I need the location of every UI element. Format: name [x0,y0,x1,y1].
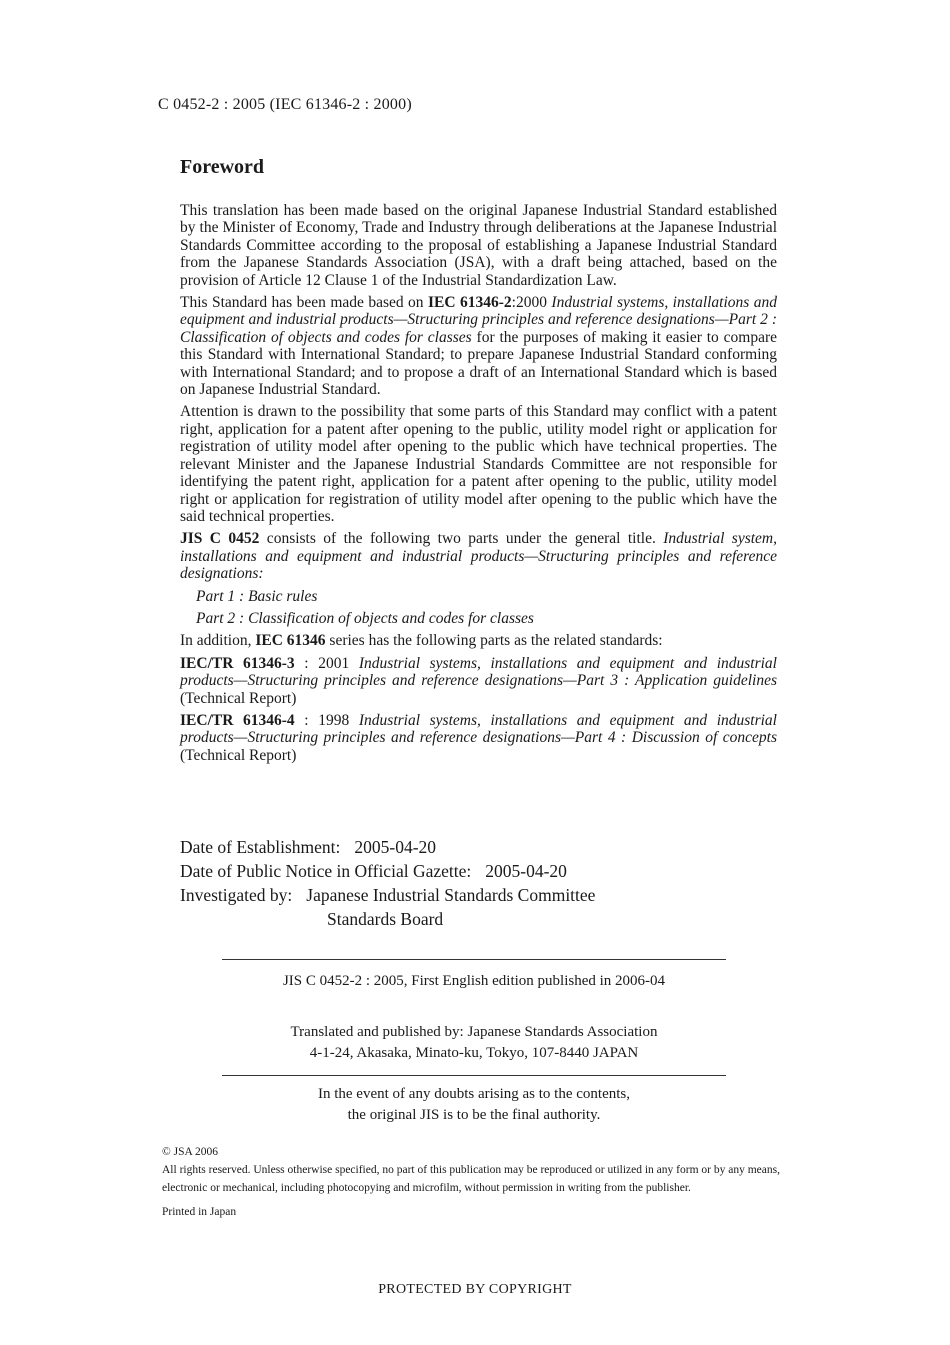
divider [222,1075,726,1076]
text: series has the following parts as the related standards: [325,632,663,650]
address-line: 4-1-24, Akasaka, Minato-ku, Tokyo, 107-8440 JAPAN [309,1045,639,1061]
part-1-item [196,588,777,605]
text: (Technical Report) [180,689,297,707]
label: Investigated by: [180,885,293,905]
text: (Technical Report) [180,746,297,764]
value: 2005-04-20 [354,837,437,857]
paragraph-related-standards [180,632,777,649]
text: : 1998 [294,711,359,729]
divider [222,959,726,960]
standard-ref: IEC 61346 [255,632,326,650]
text: consists of the following two parts under the general title. [259,530,664,548]
edition-info: JIS C 0452-2 : 2005, First English edition published in 2006-04 [282,973,666,989]
value: 2005-04-20 [485,861,567,881]
part-title: Part 2 : Classification of objects and codes for classes [196,609,534,627]
standard-title: Industrial systems, installations and equipment and industrial products—Structuring principles and reference designations—Part 2 : Classification of objects and codes for classes [180,294,778,346]
paragraph-translation-basis: This translation has been made based on the original Japanese Industrial Standard established by the Minister of Economy, Trade and Industry through deliberations at the Japanese Industrial Standards Committee according to the proposal of establishing a Japanese Industrial Standard from the Japanese Standards Association (JSA), with a draft being attached, based on the provision of Article 12 Clause 1 of the Industrial Standardization Law. [180,202,777,289]
establishment-date-row [180,835,595,859]
text: :2000 [511,294,552,312]
rights-statement: All rights reserved. Unless otherwise specified, no part of this publication may be reproduced or utilized in any form or by any means, electronic or mechanical, including photocopying and microfilm, without permission in writing from the publisher. [162,1164,780,1194]
paragraph-parts-intro [180,530,777,582]
value: Japanese Industrial Standards Committee [306,885,596,905]
text: : 2001 [294,654,359,672]
publisher-info [222,1022,726,1064]
label: Date of Establishment: [180,837,341,857]
paragraph-patent-notice: Attention is drawn to the possibility that some parts of this Standard may conflict with a patent right, application for a patent after opening to the public, utility model right or application for registration of utility model after opening to the public which have technical properties. The relevant Minister and the Japanese Industrial Standards Committee are not responsible for identifying the patent right, application for a patent after opening to the public, utility model right or application for registration of utility model after opening to the public which have the said technical properties. [180,403,777,525]
copyright-notice [162,1143,782,1221]
standard-title: Industrial system, installations and equipment and industrial products—Structuring principles and reference designations: [180,530,777,583]
investigated-by-row-2 [180,907,595,931]
standard-title: Industrial systems, installations and equipment and industrial products—Structuring principles and reference designations—Part 3 : Application guidelines [180,654,777,690]
protected-footer: PROTECTED BY COPYRIGHT [378,1282,572,1297]
standard-ref: JIS C 0452 [180,530,260,548]
copyright-line: © JSA 2006 [162,1146,219,1158]
label: Date of Public Notice in Official Gazette: [180,861,472,881]
text: In addition, [180,632,256,650]
standard-ref: IEC/TR 61346-4 [180,711,295,729]
related-standard-part-4 [180,712,777,764]
standard-ref: IEC/TR 61346-3 [180,654,295,672]
related-standard-part-3 [180,655,777,707]
authority-line: In the event of any doubts arising as to the contents, [317,1086,630,1102]
foreword-body [180,202,777,769]
value: Standards Board [327,909,444,929]
document-id-header: C 0452-2 : 2005 (IEC 61346-2 : 2000) [158,96,412,113]
paragraph-standard-basis [180,294,777,398]
text: This Standard has been made based on [180,294,428,312]
authority-line: the original JIS is to be the final authority. [347,1107,601,1123]
authority-notice [222,1084,726,1126]
document-metadata [180,835,595,931]
text: for the purposes of making it easier to compare this Standard with International Standard; to prepare Japanese Industrial Standard conforming with International Standard; and to propose a draft of an International Standard which is based on Japanese Industrial Standard. [180,328,777,399]
publisher-line: Translated and published by: Japanese Standards Association [290,1024,658,1040]
part-2-item [196,610,777,627]
standard-title: Industrial systems, installations and equipment and industrial products—Structuring principles and reference designations—Part 4 : Discussion of concepts [180,711,777,747]
part-title: Part 1 : Basic rules [196,587,318,605]
page-title: Foreword [180,156,265,178]
printed-in: Printed in Japan [162,1206,237,1218]
gazette-date-row [180,859,595,883]
investigated-by-row [180,883,595,907]
standard-ref: IEC 61346-2 [428,294,512,312]
